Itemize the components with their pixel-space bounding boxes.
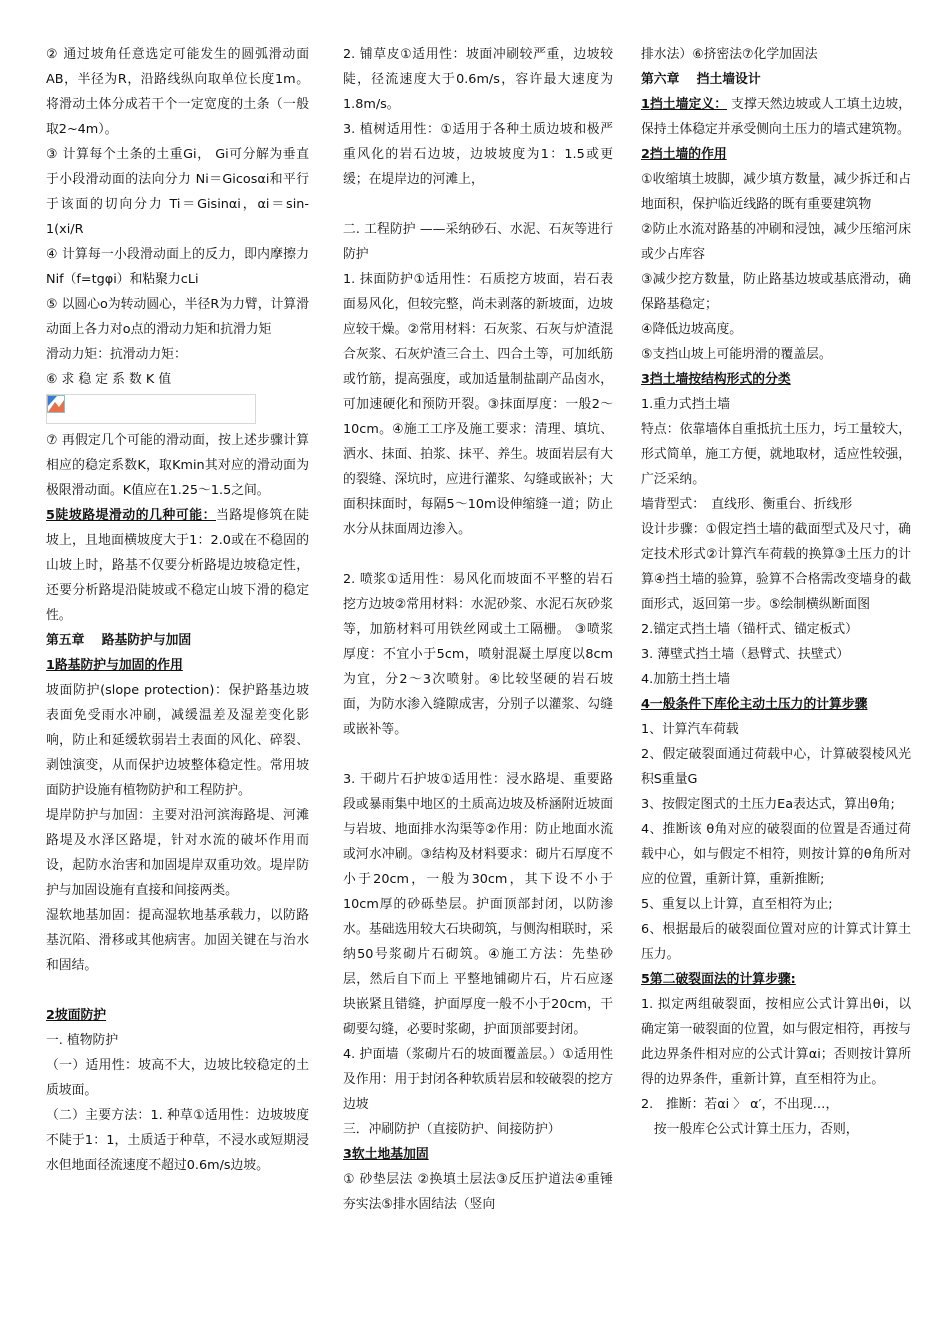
paragraph: [641, 342, 911, 367]
paragraph: [46, 678, 309, 803]
paragraph: [641, 642, 911, 667]
paragraph: [641, 1117, 911, 1142]
body-text: 二. 工程防护 ——采纳砂石、水泥、石灰等进行防护: [343, 222, 613, 262]
paragraph-gap: [343, 542, 613, 567]
paragraph: [641, 717, 911, 742]
body-text: 坡面防护(slope protection)：保护路基边坡表面免受雨水冲刷，减缓温差及湿差变化影响，防止和延缓软弱岩土表面的风化、碎裂、剥蚀演变，从而保护边坡整体稳定性。常用坡面防护设施有植物防护和工程防护。: [46, 683, 309, 798]
body-text: 2、假定破裂面通过荷载中心，计算破裂棱风光积S重量G: [641, 747, 911, 787]
body-text: 3. 薄壁式挡土墙（悬臂式、扶壁式）: [641, 647, 850, 662]
paragraph: [641, 1092, 911, 1117]
paragraph: [641, 817, 911, 892]
paragraph: [46, 242, 309, 292]
body-text: 2.锚定式挡土墙（锚杆式、锚定板式）: [641, 622, 858, 637]
body-text: 当路堤修筑在陡坡上，且地面横坡度大于1：2.0或在不稳固的山坡上时，路基不仅要分析路堤边坡稳定性，还要分析路堤沿陡坡或不稳定山坡下滑的稳定性。: [46, 508, 310, 623]
heading-text: 3软土地基加固: [343, 1147, 429, 1162]
paragraph: [641, 217, 911, 267]
heading-text: 5陡坡路堤滑动的几种可能：: [46, 508, 216, 523]
body-text: ④降低边坡高度。: [641, 322, 743, 337]
body-text: 堤岸防护与加固：主要对沿河滨海路堤、河滩路堤及水泽区路堤，针对水流的破坏作用而设，起防水治害和加固堤岸双重功效。堤岸防护与加固设施有直接和间接两类。: [46, 808, 309, 898]
body-text: 2. 喷浆①适用性：易风化而坡面不平整的岩石挖方边坡②常用材料：水泥砂浆、水泥石灰砂浆等，加筋材料可用铁丝网或土工隔栅。 ③喷浆厚度：不宜小于5cm，喷射混凝土厚度以8cm为宜，分2～3次喷射。④比较坚硬的岩石坡面，为防水渗入缝隙成害，分别子以灌浆、勾缝或嵌补等。: [343, 572, 613, 737]
heading-text: 第六章 挡土墙设计: [641, 72, 761, 87]
body-text: 3. 干砌片石护坡①适用性：浸水路堤、重要路段或暴雨集中地区的土质高边坡及桥涵附近坡面与岩坡、地面排水沟渠等②作用：防止地面水流或河水冲刷。③结构及材料要求：砌片石厚度不小于20cm，一般为30cm，其下设不小于10cm厚的砂砾垫层。护面顶部封闭，以防渗水。基础选用较大石块砌筑，与侧沟相联时，采纳50号浆砌片石砌筑。④施工方法：先垫砂层，然后自下而上 平整地铺砌片石，片石应逐块嵌紧且错缝，护面厚度一般不小于20cm，干砌要勾缝，必要时浆砌，护面顶部要封闭。: [343, 772, 613, 1037]
heading-text: 5第二破裂面法的计算步骤:: [641, 972, 796, 987]
paragraph: [641, 492, 911, 517]
paragraph: [641, 992, 911, 1092]
heading-text: 第五章 路基防护与加固: [46, 633, 192, 648]
paragraph: [641, 617, 911, 642]
body-text: 4. 护面墙（浆砌片石的坡面覆盖层。）①适用性及作用：用于封闭各种软质岩层和较破裂的挖方边坡: [343, 1047, 613, 1112]
heading-text: 1路基防护与加固的作用: [46, 658, 183, 673]
body-text: 滑动力矩：抗滑动力矩：: [46, 347, 187, 362]
paragraph: [641, 742, 911, 792]
section-heading: [641, 367, 911, 392]
paragraph: [46, 1053, 309, 1103]
section-heading: [343, 1142, 613, 1167]
formula-image-placeholder: [46, 394, 256, 424]
body-text: 湿软地基加固：提高湿软地基承载力，以防路基沉陷、滑移或其他病害。加固关键在与治水和固结。: [46, 908, 309, 973]
heading-text: 1挡土墙定义：: [641, 97, 728, 112]
body-text: 2. 推断：若αi 〉 α′，不出现…，: [641, 1097, 839, 1112]
body-text: 按一般库仑公式计算土压力，否则，: [641, 1122, 859, 1137]
section-heading: [46, 628, 309, 653]
paragraph: [641, 517, 911, 617]
paragraph: [343, 42, 613, 117]
body-text: 排水法）⑥挤密法⑦化学加固法: [641, 47, 818, 62]
paragraph: [641, 417, 911, 492]
paragraph: [641, 267, 911, 317]
body-text: ①收缩填土坡脚，减少填方数量，减少拆迁和占地面积，保护临近线路的既有重要建筑物: [641, 172, 911, 212]
column-3: [641, 42, 911, 1142]
column-1: [46, 42, 309, 1178]
paragraph: [343, 567, 613, 742]
paragraph: [641, 317, 911, 342]
body-text: 4、推断该 θ角对应的破裂面的位置是否通过荷载中心，如与假定不相符，则按计算的θ角所对应的位置，重新计算，重新推断;: [641, 822, 911, 887]
body-text: ② 通过坡角任意选定可能发生的圆弧滑动面AB，半径为R，沿路线纵向取单位长度1m。将滑动土体分成若干个一定宽度的土条（一般取2~4m）。: [46, 47, 309, 137]
paragraph: [641, 667, 911, 692]
section-heading: [46, 653, 309, 678]
section-heading: [641, 92, 911, 142]
body-text: 4.加筋土挡土墙: [641, 672, 730, 687]
body-text: ②防止水流对路基的冲刷和浸蚀，减少压缩河床或少占库容: [641, 222, 911, 262]
body-text: 1. 抹面防护①适用性：石质挖方坡面，岩石表面易风化，但较完整，尚未剥落的新坡面，边坡应较干燥。②常用材料：石灰浆、石灰与炉渣混合灰浆、石灰炉渣三合土、四合土等，可加纸筋或竹筋，提高强度，或加适量制盐副产品卤水，可加速硬化和预防开裂。③抹面厚度：一般2～10cm。④施工工序及施工要求：清理、填坑、洒水、抹面、拍浆、抹平、养生。坡面岩层有大的裂缝、深坑时，应进行灌浆、勾缝或嵌补；大面积抹面时，每隔5～10m设伸缩缝一道；防止水分从抹面周边渗入。: [343, 272, 613, 537]
paragraph: [46, 367, 309, 392]
paragraph: [343, 1167, 613, 1217]
heading-text: 4一般条件下库伦主动土压力的计算步骤: [641, 697, 868, 712]
body-text: 1、计算汽车荷载: [641, 722, 739, 737]
section-heading: [641, 967, 911, 992]
paragraph: [46, 1028, 309, 1053]
paragraph: [641, 917, 911, 967]
paragraph: [46, 1103, 309, 1178]
body-text: 特点：依靠墙体自重抵抗土压力，圬工量较大，形式简单，施工方便，就地取材，适应性较强，广泛采纳。: [641, 422, 911, 487]
body-text: 一. 植物防护: [46, 1033, 119, 1048]
section-heading: [46, 503, 309, 628]
body-text: ③减少挖方数量，防止路基边坡或基底滑动，确保路基稳定；: [641, 272, 911, 312]
body-text: 2. 铺草皮①适用性：坡面冲刷较严重，边坡较陡，径流速度大于0.6m/s，容许最大速度为1.8m/s。: [343, 47, 613, 112]
paragraph: [343, 117, 613, 192]
paragraph: [343, 767, 613, 1042]
paragraph: [343, 1042, 613, 1117]
heading-text: 2挡土墙的作用: [641, 147, 727, 162]
body-text: 1. 拟定两组破裂面，按相应公式计算出θi，以确定第一破裂面的位置，如与假定相符，再按与此边界条件相对应的公式计算αi；否则按计算所得的边界条件，重新计算，直至相符为止。: [641, 997, 911, 1087]
paragraph: [46, 903, 309, 978]
paragraph: [641, 42, 911, 67]
paragraph-gap: [343, 192, 613, 217]
paragraph: [343, 1117, 613, 1142]
body-text: ③ 计算每个土条的土重Gi， Gi可分解为垂直于小段滑动面的法向分力 Ni＝Gicosαi和平行于该面的切向分力 Ti＝Gisinαi，αi＝sin-1(xi/R: [46, 147, 309, 237]
body-text: ① 砂垫层法 ②换填土层法③反压护道法④重锤夯实法⑤排水固结法（竖向: [343, 1172, 613, 1212]
body-text: 3. 植树适用性：①适用于各种土质边坡和极严重风化的岩石边坡，边坡坡度为1：1.5或更缓；在堤岸边的河滩上，: [343, 122, 613, 187]
paragraph: [46, 42, 309, 142]
body-text: 设计步骤：①假定挡土墙的截面型式及尺寸，确定技术形式②计算汽车荷载的换算③土压力的计算④挡土墙的验算，验算不合格需改变墙身的截面形式，返回第一步。⑤绘制横纵断面图: [641, 522, 911, 612]
body-text: 1.重力式挡土墙: [641, 397, 730, 412]
paragraph: [343, 217, 613, 267]
section-heading: [641, 67, 911, 92]
body-text: ④ 计算每一小段滑动面上的反力，即内摩擦力Nif（f=tgφi）和粘聚力cLi: [46, 247, 309, 287]
section-heading: [641, 692, 911, 717]
heading-text: 2坡面防护: [46, 1008, 107, 1023]
section-heading: [46, 1003, 309, 1028]
body-text: ⑤ 以圆心o为转动圆心，半径R为力臂，计算滑动面上各力对o点的滑动力矩和抗滑力矩: [46, 297, 309, 337]
paragraph: [46, 342, 309, 367]
body-text: ⑥ 求 稳 定 系 数 K 值: [46, 372, 172, 387]
heading-text: 3挡土墙按结构形式的分类: [641, 372, 791, 387]
body-text: 5、重复以上计算，直至相符为止;: [641, 897, 833, 912]
paragraph: [641, 167, 911, 217]
paragraph: [641, 792, 911, 817]
body-text: 支撑天然边坡或人工填土边坡，保持土体稳定并承受侧向土压力的墙式建筑物。: [641, 97, 911, 137]
body-text: 墙背型式： 直线形、衡重台、折线形: [641, 497, 853, 512]
body-text: 3、按假定图式的土压力Ea表达式，算出θ角;: [641, 797, 895, 812]
paragraph: [46, 142, 309, 242]
body-text: （一）适用性：坡高不大，边坡比较稳定的土质坡面。: [46, 1058, 309, 1098]
paragraph: [641, 892, 911, 917]
paragraph: [46, 428, 309, 503]
body-text: 6、根据最后的破裂面位置对应的计算式计算土压力。: [641, 922, 911, 962]
paragraph: [343, 267, 613, 542]
body-text: ⑤支挡山坡上可能坍滑的覆盖层。: [641, 347, 832, 362]
body-text: （二）主要方法：1. 种草①适用性：边坡坡度不陡于1：1，土质适于种草，不浸水或短期浸水但地面径流速度不超过0.6m/s边坡。: [46, 1108, 309, 1173]
paragraph-gap: [46, 978, 309, 1003]
body-text: 三．冲刷防护（直接防护、间接防护）: [343, 1122, 561, 1137]
body-text: ⑦ 再假定几个可能的滑动面，按上述步骤计算相应的稳定系数K，取Kmin其对应的滑动面为极限滑动面。K值应在1.25～1.5之间。: [46, 433, 309, 498]
section-heading: [641, 142, 911, 167]
paragraph: [46, 803, 309, 903]
column-2: [343, 42, 613, 1217]
paragraph: [46, 292, 309, 342]
paragraph-gap: [343, 742, 613, 767]
paragraph: [641, 392, 911, 417]
broken-image-icon: [47, 395, 65, 413]
